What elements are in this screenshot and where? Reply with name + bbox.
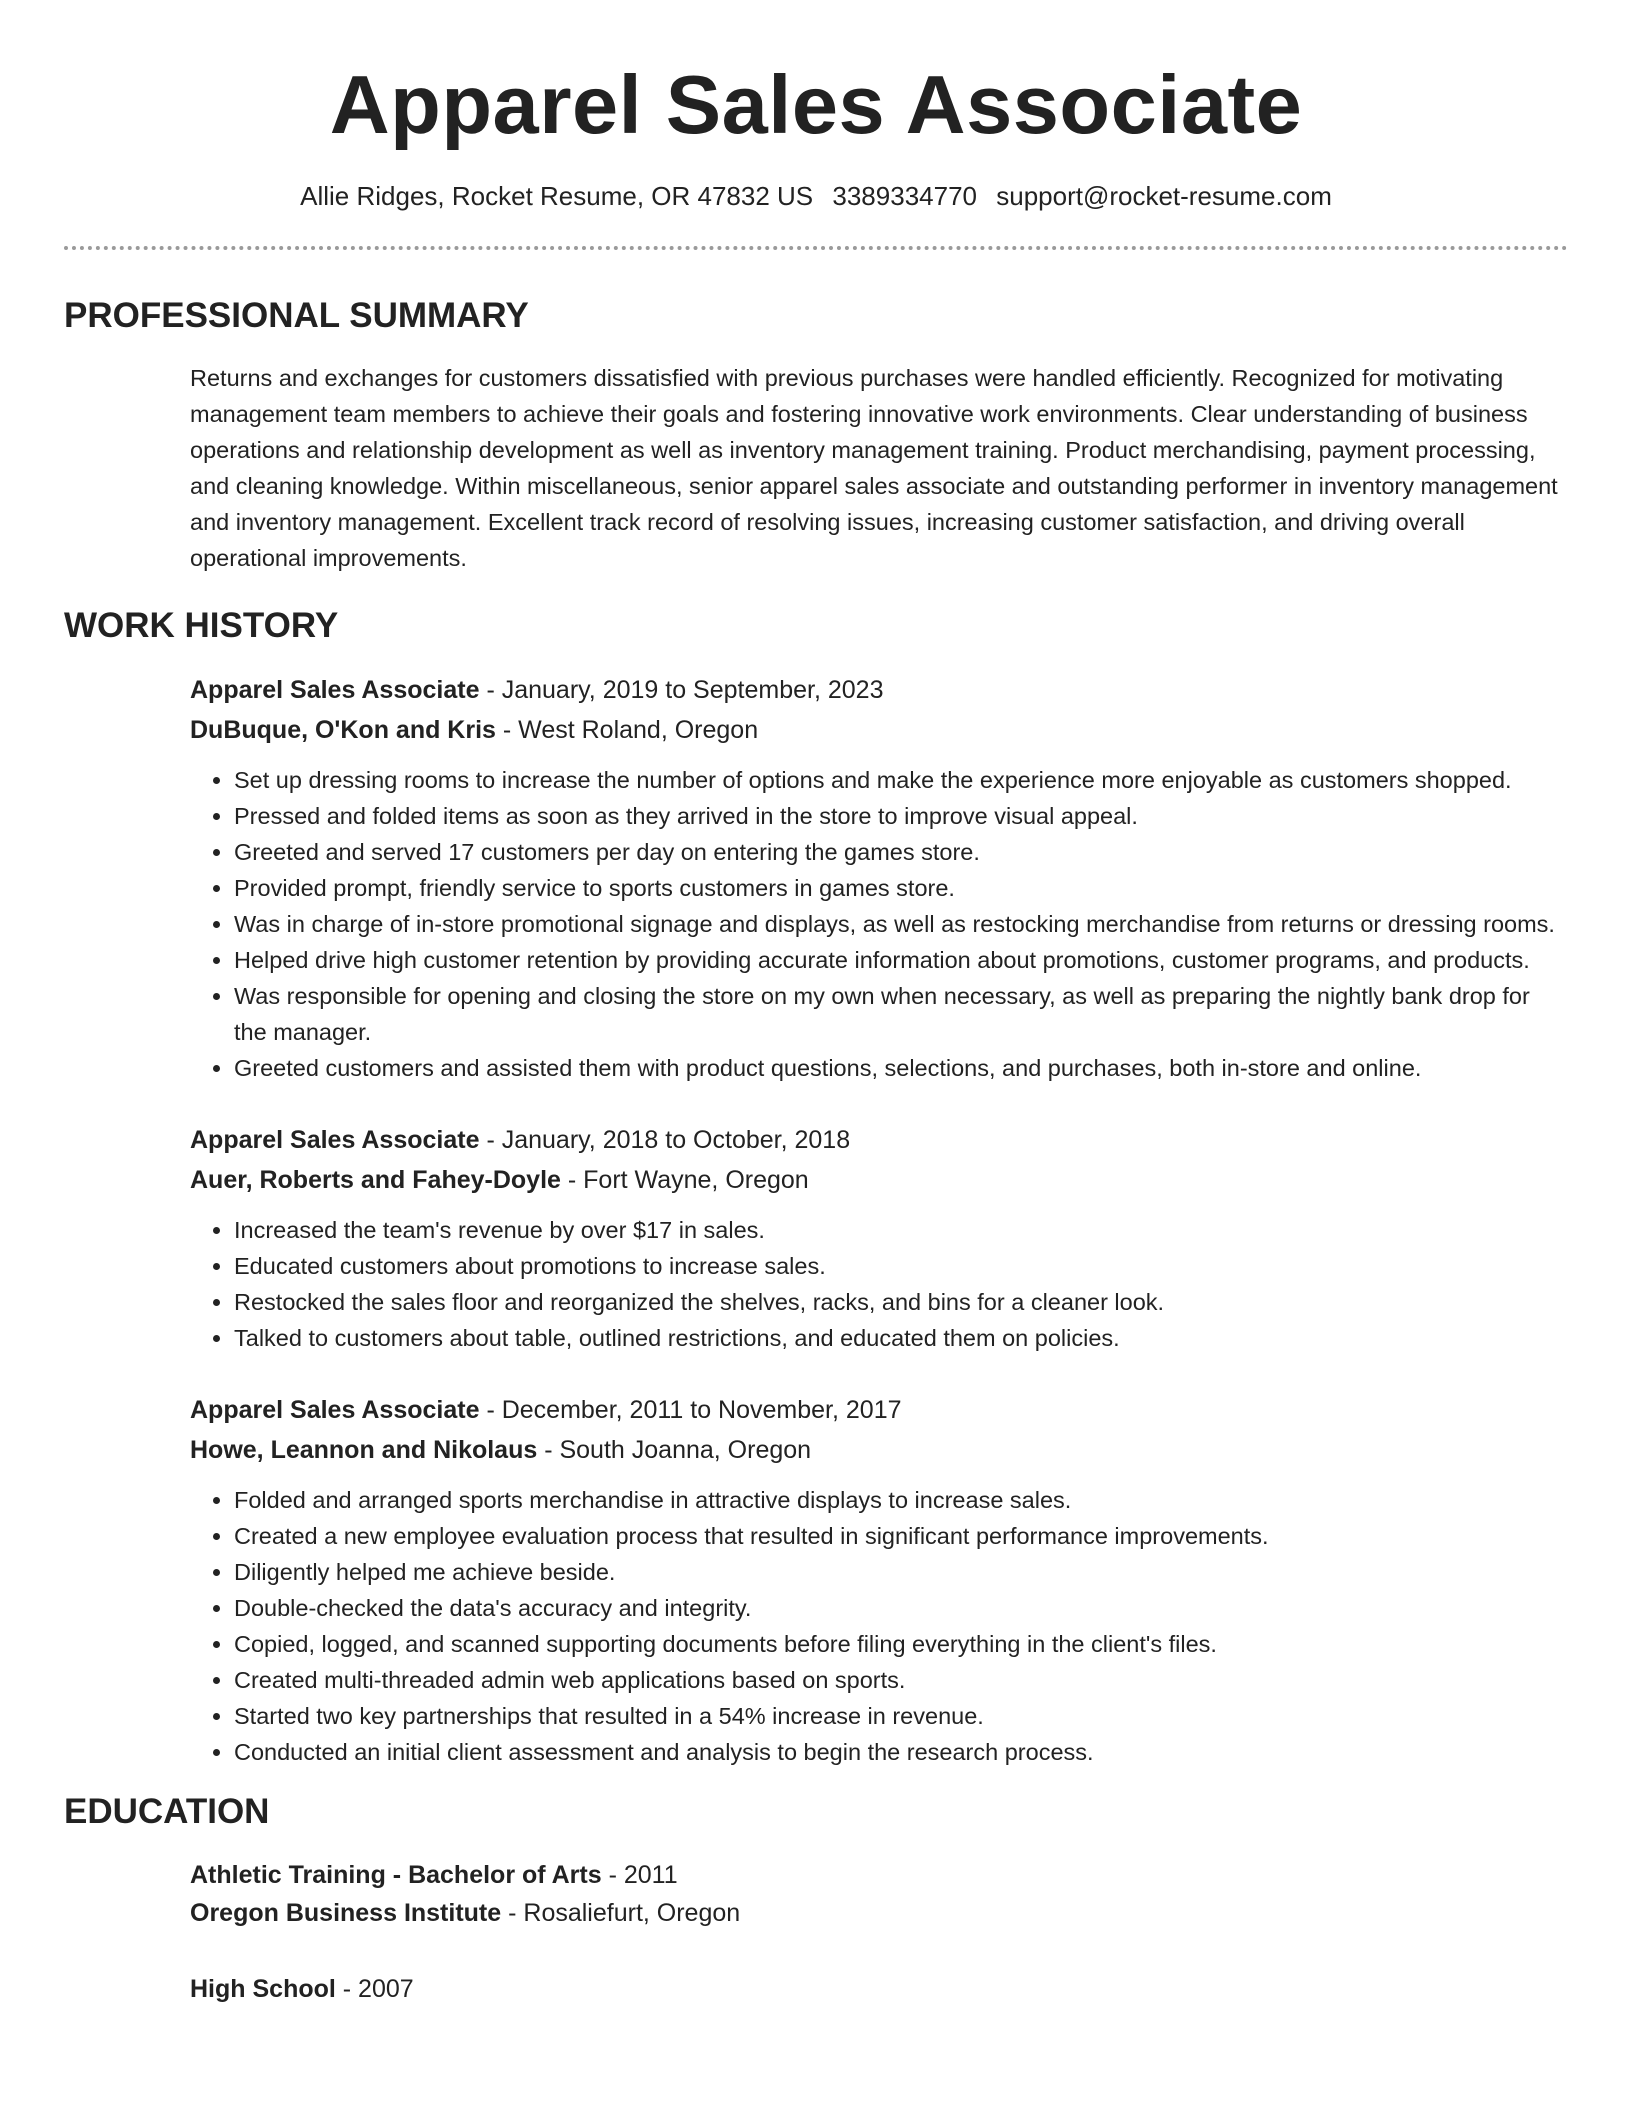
education-heading: EDUCATION — [64, 1792, 270, 1831]
job-location: - South Joanna, Oregon — [537, 1436, 812, 1464]
job-company-line — [190, 710, 1568, 750]
job-bullet: • Created a new employee evaluation process that resulted in significant performance improvements. — [234, 1518, 1568, 1554]
summary-heading: PROFESSIONAL SUMMARY — [64, 296, 529, 335]
job-bullets — [190, 762, 1568, 1086]
contact-address: Allie Ridges, Rocket Resume, OR 47832 US — [300, 181, 814, 211]
job-bullet: • Increased the team's revenue by over $17 in sales. — [234, 1212, 1568, 1248]
education-location: - Rosaliefurt, Oregon — [501, 1899, 741, 1927]
job-bullet: • Conducted an initial client assessment and analysis to begin the research process. — [234, 1734, 1568, 1770]
job-bullet: • Educated customers about promotions to increase sales. — [234, 1248, 1568, 1284]
job-entry — [190, 1120, 1568, 1356]
education-degree-line — [190, 1970, 1568, 2008]
job-bullet: • Copied, logged, and scanned supporting documents before filing everything in the client's files. — [234, 1626, 1568, 1662]
resume-title: Apparel Sales Associate — [329, 58, 1303, 151]
job-company: Auer, Roberts and Fahey-Doyle — [190, 1166, 561, 1194]
header-divider — [64, 246, 1568, 250]
job-bullet: • Was in charge of in-store promotional signage and displays, as well as restocking merchandise from returns or dressing rooms. — [234, 906, 1568, 942]
education-section — [64, 1790, 1568, 2008]
work-history-section — [64, 604, 1568, 1770]
job-position: Apparel Sales Associate — [190, 1126, 480, 1154]
education-entry — [190, 1856, 1568, 1932]
contact-phone: 3389334770 — [832, 181, 977, 211]
job-bullet: • Folded and arranged sports merchandise in attractive displays to increase sales. — [234, 1482, 1568, 1518]
job-dates: - January, 2018 to October, 2018 — [479, 1126, 851, 1154]
job-bullet: • Was responsible for opening and closing the store on my own when necessary, as well as preparing the nightly bank drop for the manager. — [234, 978, 1568, 1050]
education-year: - 2011 — [601, 1861, 678, 1889]
summary-text: Returns and exchanges for customers dissatisfied with previous purchases were handled efficiently. Recognized for motivating management team members to achieve their goals and fostering innovative work environments. Clear understanding of business operations and relationship development as well as inventory management training. Product merchandising, payment processing, and cleaning knowledge. Within miscellaneous, senior apparel sales associate and outstanding performer in inventory management and inventory management. Excellent track record of resolving issues, increasing customer satisfaction, and driving overall operational improvements. — [190, 365, 1558, 571]
job-dates: - January, 2019 to September, 2023 — [479, 676, 884, 704]
job-entry — [190, 670, 1568, 1086]
education-degree: High School — [190, 1975, 336, 2003]
job-bullet: • Double-checked the data's accuracy and integrity. — [234, 1590, 1568, 1626]
education-degree: Athletic Training - Bachelor of Arts — [190, 1861, 602, 1889]
contact-email: support@rocket-resume.com — [996, 181, 1332, 211]
job-position: Apparel Sales Associate — [190, 1396, 480, 1424]
job-bullet: • Restocked the sales floor and reorganized the shelves, racks, and bins for a cleaner look. — [234, 1284, 1568, 1320]
job-bullet: • Set up dressing rooms to increase the number of options and make the experience more enjoyable as customers shopped. — [234, 762, 1568, 798]
job-bullet: • Pressed and folded items as soon as they arrived in the store to improve visual appeal. — [234, 798, 1568, 834]
job-bullets — [190, 1212, 1568, 1356]
job-bullet: • Greeted customers and assisted them with product questions, selections, and purchases, both in-store and online. — [234, 1050, 1568, 1086]
job-position: Apparel Sales Associate — [190, 676, 480, 704]
job-company-line — [190, 1430, 1568, 1470]
job-bullet: • Diligently helped me achieve beside. — [234, 1554, 1568, 1590]
education-entry — [190, 1970, 1568, 2008]
resume-header — [64, 0, 1568, 250]
job-company: Howe, Leannon and Nikolaus — [190, 1436, 538, 1464]
job-bullet: • Helped drive high customer retention by providing accurate information about promotions, customer programs, and products. — [234, 942, 1568, 978]
education-year: - 2007 — [335, 1975, 414, 2003]
job-company-line — [190, 1160, 1568, 1200]
job-entry — [190, 1390, 1568, 1770]
job-bullet: • Created multi-threaded admin web applications based on sports. — [234, 1662, 1568, 1698]
job-bullet: • Greeted and served 17 customers per day on entering the games store. — [234, 834, 1568, 870]
work-history-heading: WORK HISTORY — [64, 606, 339, 645]
resume-page — [64, 0, 1568, 2008]
education-degree-line — [190, 1856, 1568, 1894]
contact-line — [64, 178, 1568, 214]
summary-section — [64, 294, 1568, 576]
job-title-line — [190, 1390, 1568, 1430]
job-location: - West Roland, Oregon — [495, 716, 759, 744]
job-dates: - December, 2011 to November, 2017 — [479, 1396, 902, 1424]
job-bullet: • Started two key partnerships that resulted in a 54% increase in revenue. — [234, 1698, 1568, 1734]
job-company: DuBuque, O'Kon and Kris — [190, 716, 496, 744]
job-bullet: • Talked to customers about table, outlined restrictions, and educated them on policies. — [234, 1320, 1568, 1356]
job-bullets — [190, 1482, 1568, 1770]
job-bullet: • Provided prompt, friendly service to sports customers in games store. — [234, 870, 1568, 906]
job-title-line — [190, 670, 1568, 710]
job-location: - Fort Wayne, Oregon — [560, 1166, 809, 1194]
job-title-line — [190, 1120, 1568, 1160]
education-school-line — [190, 1894, 1568, 1932]
education-school: Oregon Business Institute — [190, 1899, 502, 1927]
